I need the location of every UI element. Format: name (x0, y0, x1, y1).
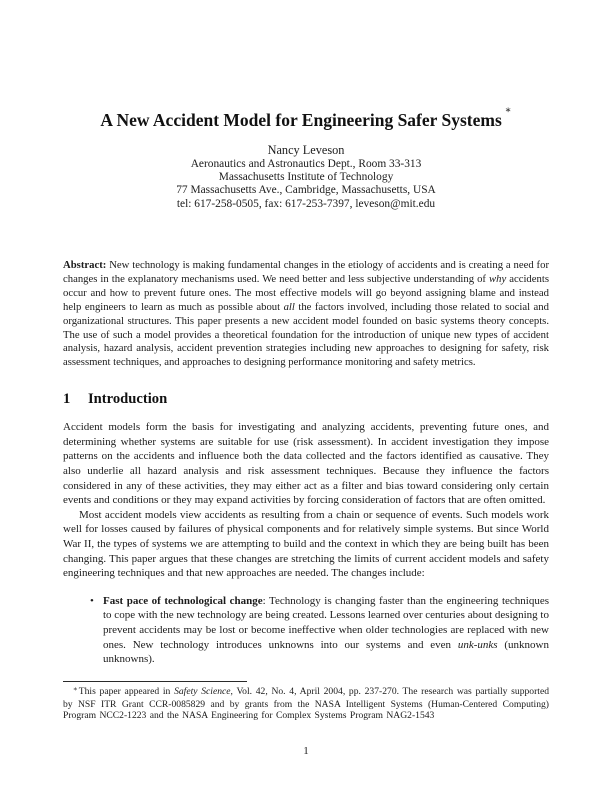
bullet-item-fast-pace (63, 594, 549, 667)
changes-bullet-list (63, 594, 549, 667)
title-footnote-marker: ∗ (504, 105, 512, 116)
section-title: Introduction (88, 391, 168, 408)
section-heading-introduction (63, 391, 549, 408)
affiliation-line-dept: Aeronautics and Astronautics Dept., Room 33-313 (190, 157, 422, 170)
abstract-label: Abstract: (63, 259, 107, 272)
affiliation-line-institute: Massachusetts Institute of Technology (218, 171, 394, 184)
abstract-paragraph (63, 259, 549, 370)
author-block (63, 143, 549, 211)
footnote-rule (63, 681, 247, 682)
footnote-block (63, 681, 549, 722)
bullet-bold-lead: Fast pace of technological change (103, 594, 263, 607)
bullet-text-2: (unknown unknowns). (103, 638, 550, 666)
footnote-text (63, 686, 549, 722)
abstract-italic-why: why (489, 272, 507, 285)
affiliation-line-address: 77 Massachusetts Ave., Cambridge, Massachusetts, USA (176, 184, 436, 197)
footnote-marker: ∗ (73, 685, 78, 693)
intro-paragraph-1: Accident models form the basis for investigating and analyzing accidents, preventing future ones, and determining whether systems are suitable for use (risk assessment). In accident investigation they impose patterns on the accidents and influence both the data collected and the factors identified as causative. They also underlie all hazard analysis and risk assessment techniques. Because they influence the factors considered in any of these activities, they may either act as a filter and bias toward considering only certain events and conditions or they may expand activities by forcing consideration of factors that are often omitted. (63, 421, 549, 507)
footnote-text-2: , Vol. 42, No. 4, April 2004, pp. 237-270. The research was partially supported by NSF ITR Grant CCR-0085829 and by grants from the NASA Intelligent Systems (Human-Centered Computing) Program NCC2-1223 and the NASA Engineering for Complex Systems Program NAG2-1543 (63, 686, 549, 722)
intro-paragraph-2: Most accident models view accidents as resulting from a chain or sequence of events. Such models work well for losses caused by failures of physical components and for relatively simple systems. But since World War II, the types of systems we are attempting to build and the context in which they are being built has been changing. This paper argues that these changes are stretching the limits of current accident models and safety engineering techniques and that new approaches are needed. The changes include: (63, 508, 549, 580)
page-number: 1 (303, 745, 309, 757)
footnote-text-1: This paper appeared in (78, 686, 175, 697)
affiliation-line-contact: tel: 617-258-0505, fax: 617-253-7397, leveson@mit.edu (176, 197, 436, 210)
footnote-journal-name: Safety Science (174, 686, 231, 697)
author-name: Nancy Leveson (267, 142, 345, 157)
bullet-italic-unk-unks: unk-unks (457, 638, 498, 651)
abstract-text-3: the factors involved, including those related to social and organizational structures. This paper presents a new accident model founded on basic systems theory concepts. The use of such a model provides a theoretical foundation for the introduction of unique new types of accident analysis, hazard analysis, accident prevention strategies including new approaches to designing for safety, risk assessment techniques, and approaches to designing performance monitoring and safety metrics. (63, 300, 549, 369)
abstract-italic-all: all (283, 300, 295, 313)
section-number: 1 (63, 391, 71, 408)
bullet-icon: • (90, 594, 94, 607)
paper-title-text: A New Accident Model for Engineering Safer Systems (100, 109, 502, 130)
paper-content (63, 0, 549, 667)
paper-title (63, 0, 549, 131)
abstract-text-1: New technology is making fundamental changes in the etiology of accidents and is creating a need for changes in the explanatory mechanisms used. We need better and less subjective understanding of (63, 259, 549, 285)
abstract-text-2: accidents occur and how to prevent future ones. The most effective models will go beyond assigning blame and instead help engineers to learn as much as possible about (63, 272, 549, 313)
bullet-text-1: : Technology is changing faster than the engineering techniques to cope with the new technology are being created. Lessons learned over centuries about designing to prevent accidents may be lost or become ineffective when older technologies are replaced with new ones. New technology introduces unknowns into our systems and even (103, 594, 549, 651)
